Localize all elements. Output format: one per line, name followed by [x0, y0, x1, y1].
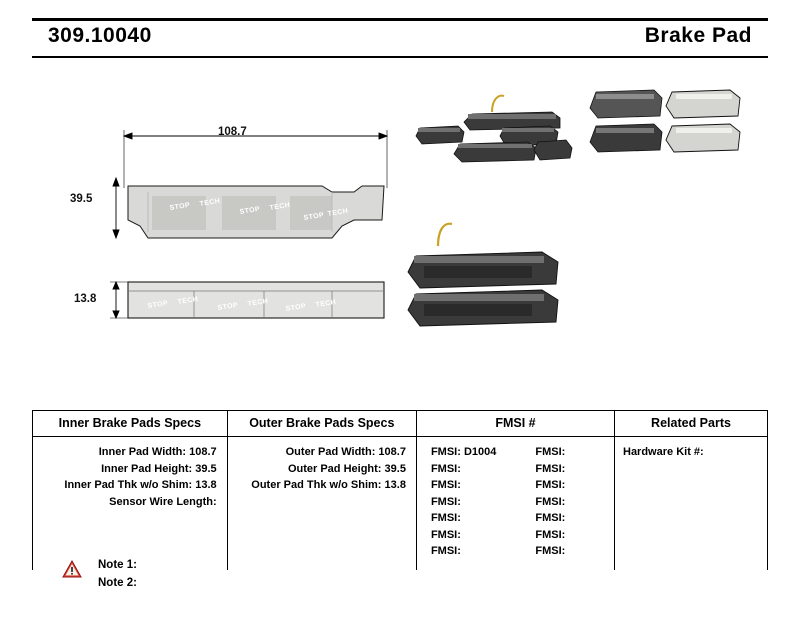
fmsi-left-0: FMSI: D1004 [430, 446, 497, 458]
outer-spec-value-1: 39.5 [384, 462, 406, 475]
pad-photo-stacked-left [416, 96, 572, 162]
cell-outer-specs [227, 437, 416, 570]
svg-text:STOP: STOP [147, 299, 169, 310]
list-item [37, 461, 217, 478]
outer-specs-list [228, 437, 416, 504]
dimension-height-label: 39.5 [70, 193, 93, 205]
fmsi-right-1: FMSI: [535, 462, 566, 475]
page-title: Brake Pad [644, 24, 752, 47]
related-parts-list [615, 437, 767, 471]
svg-text:STOP: STOP [239, 205, 261, 216]
inner-spec-3: Sensor Wire Length: [109, 495, 217, 508]
inner-specs-list [33, 437, 227, 520]
list-item [417, 494, 614, 511]
list-item [417, 444, 614, 461]
column-header-inner: Inner Brake Pads Specs [33, 411, 228, 437]
specs-table [32, 410, 768, 570]
cell-fmsi [416, 437, 614, 570]
inner-spec-0: Inner Pad Width: [98, 446, 187, 458]
outer-spec-2: Outer Pad Thk w/o Shim: [251, 479, 382, 491]
note-1: Note 1: [98, 559, 137, 571]
list-item [417, 461, 614, 478]
list-item [37, 444, 217, 461]
dimension-width-label: 108.7 [218, 126, 247, 138]
inner-spec-value-0: 108.7 [189, 446, 217, 458]
note-2: Note 2: [98, 577, 137, 589]
sensor-wire-lower [438, 224, 452, 246]
specs-table-header-row [33, 411, 768, 437]
svg-text:STOP: STOP [217, 301, 239, 312]
svg-text:TECH: TECH [199, 197, 221, 208]
notes-block [62, 556, 392, 592]
fmsi-right-0: FMSI: [535, 446, 566, 458]
fmsi-left-6: FMSI: [430, 545, 461, 557]
width-dimension-line [124, 130, 387, 188]
fmsi-left-1: FMSI: [430, 462, 461, 475]
fmsi-left-4: FMSI: [430, 512, 461, 524]
part-number: 309.10040 [48, 24, 152, 47]
list-item [232, 477, 406, 494]
inner-spec-value-2: 13.8 [195, 479, 217, 491]
fmsi-right-4: FMSI: [535, 512, 566, 524]
pad-photo-cluster-right [590, 90, 740, 152]
warning-icon [62, 560, 82, 578]
fmsi-left-3: FMSI: [430, 495, 461, 508]
dimension-thickness-label: 13.8 [74, 293, 97, 305]
svg-text:TECH: TECH [177, 295, 199, 306]
cell-related-parts [615, 437, 768, 570]
list-item [417, 527, 614, 544]
list-item [232, 444, 406, 461]
svg-text:STOP: STOP [303, 211, 325, 222]
list-item [37, 494, 217, 511]
line-drawing-group [32, 70, 412, 370]
fmsi-right-3: FMSI: [535, 495, 566, 508]
list-item [37, 477, 217, 494]
svg-text:TECH: TECH [269, 201, 291, 212]
pad-photo-group [400, 70, 760, 370]
cell-inner-specs [33, 437, 228, 570]
list-item [417, 510, 614, 527]
pad-photo-lower [408, 224, 558, 326]
outer-spec-1: Outer Pad Height: [287, 462, 382, 475]
column-header-related: Related Parts [615, 411, 768, 437]
fmsi-left-2: FMSI: [430, 479, 461, 491]
specs-table-body-row [33, 437, 768, 570]
technical-drawing [32, 70, 768, 400]
fmsi-left-5: FMSI: [430, 528, 461, 541]
outer-spec-value-0: 108.7 [378, 446, 406, 458]
sensor-wire [492, 96, 504, 112]
watermark-text: STOP [169, 201, 191, 212]
outer-spec-value-2: 13.8 [384, 479, 406, 491]
list-item [417, 477, 614, 494]
fmsi-right-2: FMSI: [535, 479, 566, 491]
height-dimension-line [113, 178, 119, 238]
column-header-outer: Outer Brake Pads Specs [227, 411, 416, 437]
svg-text:TECH: TECH [247, 297, 269, 308]
fmsi-right-6: FMSI: [535, 545, 566, 557]
svg-text:TECH: TECH [327, 207, 349, 218]
inner-spec-value-1: 39.5 [195, 462, 217, 475]
pad-side-view [128, 282, 384, 318]
list-item: Hardware Kit #: [623, 446, 704, 458]
inner-spec-1: Inner Pad Height: [101, 462, 193, 475]
list-item [232, 461, 406, 478]
pad-front-view [128, 186, 384, 238]
inner-spec-2: Inner Pad Thk w/o Shim: [64, 479, 193, 491]
list-item [417, 543, 614, 560]
svg-text:TECH: TECH [315, 298, 337, 309]
outer-spec-0: Outer Pad Width: [285, 446, 376, 458]
fmsi-list [417, 437, 614, 570]
column-header-fmsi: FMSI # [416, 411, 614, 437]
fmsi-right-5: FMSI: [535, 528, 566, 541]
svg-text:STOP: STOP [285, 302, 307, 313]
